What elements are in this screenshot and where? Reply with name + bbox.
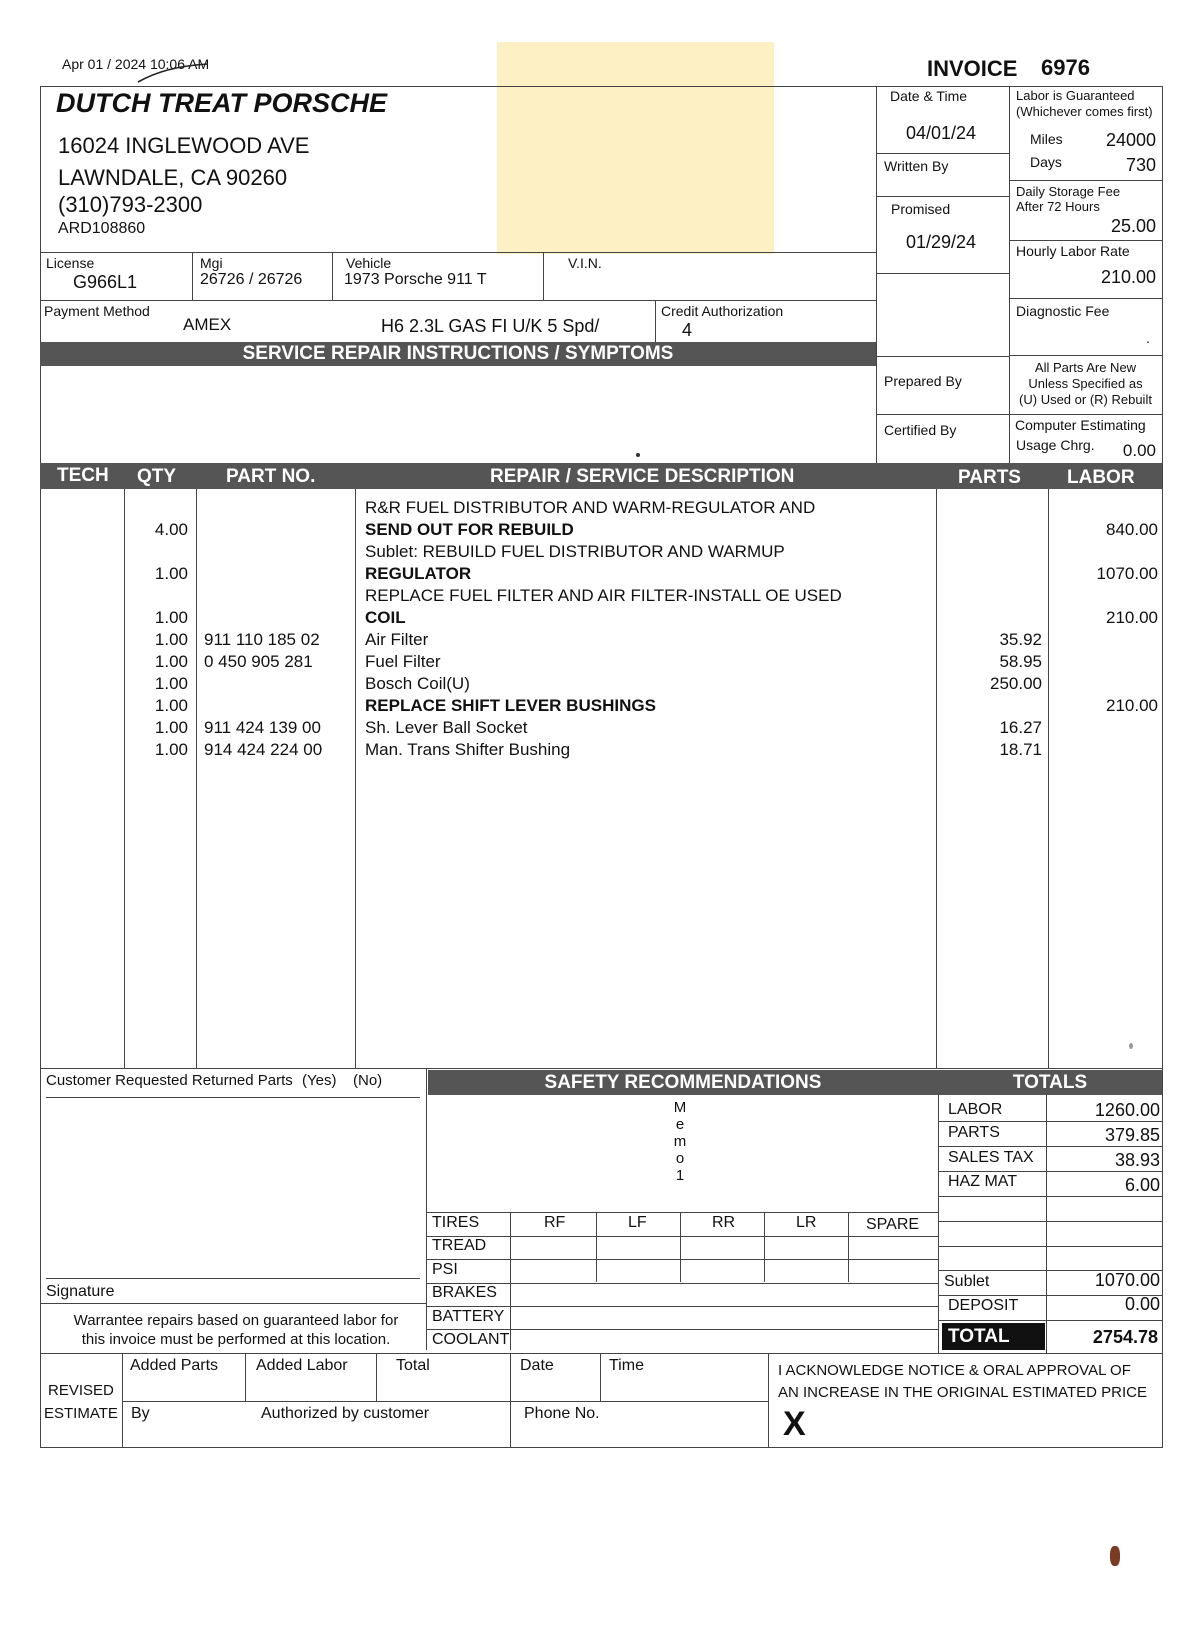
cell-line bbox=[1009, 298, 1162, 299]
labor-rate-label: Hourly Labor Rate bbox=[1016, 243, 1130, 259]
credit-auth-label: Credit Authorization bbox=[661, 303, 784, 319]
line-description: Bosch Coil(U) bbox=[365, 674, 470, 693]
tire-grid-line bbox=[510, 1212, 511, 1350]
revised-total-label: Total bbox=[396, 1357, 430, 1374]
col-line bbox=[1048, 489, 1049, 1068]
line-part-no: 911 110 185 02 bbox=[204, 630, 320, 649]
col-line bbox=[426, 1068, 427, 1350]
totals-line bbox=[938, 1171, 1162, 1172]
line-qty: 1.00 bbox=[154, 652, 188, 671]
line-qty: 1.00 bbox=[154, 564, 188, 583]
days-label: Days bbox=[1030, 154, 1062, 170]
promised-label: Promised bbox=[891, 201, 951, 217]
written-by-label: Written By bbox=[884, 158, 949, 174]
memo-char: m bbox=[673, 1133, 687, 1150]
cell-divider bbox=[332, 252, 333, 300]
storage-label: Daily Storage Fee After 72 Hours bbox=[1016, 184, 1121, 214]
line-description: Sublet: REBUILD FUEL DISTRIBUTOR AND WARMUP bbox=[365, 542, 785, 561]
pen-mark-icon bbox=[136, 62, 210, 84]
sublet-total: 1070.00 bbox=[1094, 1270, 1160, 1290]
line-parts-amount: 35.92 bbox=[999, 630, 1042, 649]
col-line bbox=[600, 1353, 601, 1401]
tire-grid-line bbox=[426, 1259, 938, 1260]
cell-divider bbox=[543, 252, 544, 300]
tire-lf: LF bbox=[628, 1214, 647, 1231]
line-parts-amount: 18.71 bbox=[999, 740, 1042, 759]
tire-rr: RR bbox=[712, 1214, 736, 1231]
phone-label: Phone No. bbox=[524, 1405, 600, 1422]
diagnostic-value: . bbox=[1146, 330, 1150, 346]
safety-header: SAFETY RECOMMENDATIONS bbox=[428, 1070, 938, 1095]
vin-label: V.I.N. bbox=[568, 255, 602, 271]
certified-by-label: Certified By bbox=[884, 422, 957, 438]
shop-phone: (310)793-2300 bbox=[58, 192, 203, 217]
line-labor-amount: 840.00 bbox=[1106, 520, 1158, 539]
line-description: REPLACE FUEL FILTER AND AIR FILTER-INSTALL OE USED bbox=[365, 586, 842, 605]
cell-line bbox=[876, 196, 1009, 197]
frame-right bbox=[1162, 86, 1163, 1448]
grand-total: 2754.78 bbox=[1092, 1327, 1158, 1347]
col-desc: REPAIR / SERVICE DESCRIPTION bbox=[490, 466, 795, 487]
print-timestamp: Apr 01 / 2024 10:06 AM bbox=[62, 56, 210, 72]
revised-time-label: Time bbox=[609, 1357, 644, 1374]
line-labor-amount: 210.00 bbox=[1106, 696, 1158, 715]
col-line bbox=[936, 489, 937, 1068]
col-parts: PARTS bbox=[958, 467, 1021, 488]
revised-date-label: Date bbox=[520, 1357, 554, 1374]
tire-grid-line bbox=[426, 1283, 938, 1284]
labor-rate-value: 210.00 bbox=[1100, 267, 1156, 287]
line-labor-amount: 1070.00 bbox=[1096, 564, 1158, 583]
totals-line bbox=[938, 1320, 1162, 1321]
returned-parts-label: Customer Requested Returned Parts bbox=[46, 1072, 293, 1089]
shop-id: ARD108860 bbox=[58, 220, 146, 237]
row-line bbox=[40, 252, 876, 253]
row-line bbox=[46, 1097, 420, 1098]
totals-line bbox=[938, 1221, 1162, 1222]
sticky-note bbox=[497, 42, 774, 254]
miles-value: 24000 bbox=[1105, 130, 1156, 150]
col-line bbox=[124, 489, 125, 1068]
added-parts-label: Added Parts bbox=[130, 1357, 219, 1374]
cell-divider bbox=[655, 300, 656, 342]
col-line bbox=[245, 1353, 246, 1401]
cell-divider bbox=[192, 252, 193, 300]
row-line bbox=[40, 300, 876, 301]
tire-rf: RF bbox=[544, 1214, 566, 1231]
computer-estimating-label: Computer Estimating bbox=[1015, 417, 1146, 433]
tire-grid-line bbox=[764, 1212, 765, 1282]
cell-line bbox=[876, 356, 1009, 357]
sublet-label: Sublet bbox=[944, 1273, 990, 1290]
tire-grid-line bbox=[426, 1236, 938, 1237]
tread-label: TREAD bbox=[432, 1237, 487, 1254]
invoice-label: INVOICE bbox=[927, 56, 1018, 81]
line-qty: 1.00 bbox=[154, 608, 188, 627]
vehicle-value: 1973 Porsche 911 T bbox=[344, 271, 487, 288]
service-header: SERVICE REPAIR INSTRUCTIONS / SYMPTOMS bbox=[40, 342, 876, 366]
labor-guarantee-label: Labor is Guaranteed (Whichever comes first) bbox=[1016, 88, 1153, 119]
tire-grid-line bbox=[426, 1212, 938, 1213]
line-qty: 1.00 bbox=[154, 718, 188, 737]
total-parts: 379.85 bbox=[1104, 1125, 1160, 1145]
shop-name: DUTCH TREAT PORSCHE bbox=[56, 88, 388, 118]
tire-grid-line bbox=[848, 1212, 849, 1282]
cell-line bbox=[876, 414, 1162, 415]
added-labor-label: Added Labor bbox=[256, 1357, 348, 1374]
total-labor: 1260.00 bbox=[1094, 1100, 1160, 1120]
memo-char: M bbox=[673, 1099, 687, 1116]
col-labor: LABOR bbox=[1067, 467, 1135, 488]
miles-label: Miles bbox=[1030, 131, 1063, 147]
stain-mark bbox=[1110, 1546, 1120, 1566]
tire-grid-line bbox=[426, 1306, 938, 1307]
col-partno: PART NO. bbox=[226, 466, 316, 487]
totals-line bbox=[938, 1121, 1162, 1122]
line-description: SEND OUT FOR REBUILD bbox=[365, 520, 574, 539]
promised-value: 01/29/24 bbox=[906, 232, 977, 252]
cell-line bbox=[876, 153, 1009, 154]
row-line bbox=[40, 1303, 426, 1304]
brakes-label: BRAKES bbox=[432, 1284, 497, 1301]
total-parts-label: PARTS bbox=[948, 1124, 1000, 1141]
prepared-by-label: Prepared By bbox=[884, 373, 962, 389]
col-line bbox=[768, 1353, 769, 1448]
col-line bbox=[938, 1095, 939, 1353]
cell-line bbox=[1009, 180, 1162, 181]
line-labor-amount: 210.00 bbox=[1106, 608, 1158, 627]
line-part-no: 914 424 224 00 bbox=[204, 740, 323, 759]
totals-line bbox=[938, 1196, 1162, 1197]
line-parts-amount: 16.27 bbox=[999, 718, 1042, 737]
sales-tax: 38.93 bbox=[1114, 1150, 1160, 1170]
col-tech: TECH bbox=[57, 465, 109, 486]
warranty-note: Warrantee repairs based on guaranteed labor for this invoice must be performed at this location. bbox=[73, 1312, 399, 1348]
vehicle-label: Vehicle bbox=[346, 255, 392, 271]
engine-spec: H6 2.3L GAS FI U/K 5 Spd/ bbox=[381, 316, 600, 336]
stray-mark bbox=[1129, 1043, 1133, 1049]
line-description: REGULATOR bbox=[365, 564, 472, 583]
revised-label: REVISED bbox=[48, 1382, 114, 1399]
tire-spare: SPARE bbox=[866, 1216, 920, 1233]
coolant-label: COOLANT bbox=[432, 1331, 510, 1348]
acknowledge-note: I ACKNOWLEDGE NOTICE & ORAL APPROVAL OF AN INCREASE IN THE ORIGINAL ESTIMATED PRICE bbox=[778, 1362, 1147, 1401]
psi-label: PSI bbox=[432, 1261, 458, 1278]
tire-grid-line bbox=[426, 1329, 938, 1330]
payment-method-value: AMEX bbox=[183, 315, 232, 334]
line-description: REPLACE SHIFT LEVER BUSHINGS bbox=[365, 696, 656, 715]
line-qty: 1.00 bbox=[154, 740, 188, 759]
header-divider bbox=[876, 86, 877, 464]
shop-address1: 16024 INGLEWOOD AVE bbox=[58, 133, 310, 158]
stray-dot bbox=[636, 453, 640, 457]
line-description: Sh. Lever Ball Socket bbox=[365, 718, 528, 737]
storage-fee: 25.00 bbox=[1110, 216, 1156, 236]
license-value: G966L1 bbox=[73, 272, 138, 292]
sales-tax-label: SALES TAX bbox=[948, 1149, 1034, 1166]
tire-grid-line bbox=[596, 1212, 597, 1282]
returned-no[interactable]: (No) bbox=[353, 1072, 383, 1089]
totals-header: TOTALS bbox=[938, 1070, 1162, 1095]
memo-char: o bbox=[675, 1150, 685, 1167]
row-line bbox=[122, 1401, 768, 1402]
frame-bottom bbox=[40, 1447, 1162, 1448]
signature-x-mark: X bbox=[783, 1405, 806, 1443]
deposit-label: DEPOSIT bbox=[948, 1297, 1019, 1314]
deposit: 0.00 bbox=[1124, 1294, 1160, 1314]
line-parts-amount: 250.00 bbox=[990, 674, 1042, 693]
date-time-label: Date & Time bbox=[890, 88, 968, 104]
col-line bbox=[1046, 1095, 1047, 1353]
hazmat: 6.00 bbox=[1124, 1175, 1160, 1195]
frame-left bbox=[40, 86, 41, 1448]
mgi-label: Mgi bbox=[200, 255, 223, 271]
license-label: License bbox=[46, 255, 95, 271]
tire-lr: LR bbox=[796, 1214, 817, 1231]
line-description: COIL bbox=[365, 608, 406, 627]
payment-method-label: Payment Method bbox=[44, 303, 150, 319]
line-description: R&R FUEL DISTRIBUTOR AND WARM-REGULATOR AND bbox=[365, 498, 816, 517]
col-line bbox=[196, 489, 197, 1068]
col-line bbox=[355, 489, 356, 1068]
memo-char: e bbox=[675, 1116, 685, 1133]
credit-auth-value: 4 bbox=[682, 320, 693, 340]
columns-header bbox=[40, 463, 1162, 489]
cell-line bbox=[1009, 355, 1162, 356]
mgi-value: 26726 / 26726 bbox=[200, 271, 303, 288]
total-label: TOTAL bbox=[942, 1323, 1045, 1350]
line-qty: 1.00 bbox=[154, 696, 188, 715]
frame-top bbox=[40, 86, 1162, 87]
body-bottom-line bbox=[40, 1068, 1162, 1069]
col-line bbox=[376, 1353, 377, 1401]
diagnostic-label: Diagnostic Fee bbox=[1016, 303, 1110, 319]
line-part-no: 0 450 905 281 bbox=[204, 652, 313, 671]
parts-new-note: All Parts Are New Unless Specified as (U) Used or (R) Rebuilt bbox=[1019, 360, 1152, 407]
cell-line bbox=[876, 273, 1009, 274]
authorized-label: Authorized by customer bbox=[261, 1405, 430, 1422]
tire-grid-line bbox=[680, 1212, 681, 1282]
days-value: 730 bbox=[1125, 155, 1156, 175]
totals-line bbox=[938, 1246, 1162, 1247]
line-qty: 1.00 bbox=[154, 674, 188, 693]
shop-address2: LAWNDALE, CA 90260 bbox=[58, 165, 288, 190]
line-qty: 4.00 bbox=[154, 520, 188, 539]
row-line bbox=[40, 1353, 1162, 1354]
returned-yes[interactable]: (Yes) bbox=[302, 1072, 337, 1089]
hazmat-label: HAZ MAT bbox=[948, 1173, 1018, 1190]
header-divider bbox=[1009, 86, 1010, 464]
estimate-label: ESTIMATE bbox=[44, 1405, 118, 1422]
usage-charge-label: Usage Chrg. bbox=[1016, 437, 1095, 453]
line-description: Air Filter bbox=[365, 630, 429, 649]
row-line bbox=[46, 1278, 420, 1279]
totals-line bbox=[938, 1146, 1162, 1147]
line-description: Man. Trans Shifter Bushing bbox=[365, 740, 571, 759]
line-description: Fuel Filter bbox=[365, 652, 441, 671]
tires-label: TIRES bbox=[432, 1214, 480, 1231]
battery-label: BATTERY bbox=[432, 1308, 505, 1325]
memo-char: 1 bbox=[675, 1167, 685, 1184]
invoice-number: 6976 bbox=[1041, 55, 1090, 80]
line-qty: 1.00 bbox=[154, 630, 188, 649]
col-qty: QTY bbox=[137, 466, 177, 487]
usage-charge-value: 0.00 bbox=[1122, 441, 1156, 460]
date-time-value: 04/01/24 bbox=[906, 123, 977, 143]
line-parts-amount: 58.95 bbox=[999, 652, 1042, 671]
total-labor-label: LABOR bbox=[948, 1101, 1003, 1118]
cell-line bbox=[1009, 240, 1162, 241]
memo-vertical bbox=[670, 1099, 690, 1184]
line-part-no: 911 424 139 00 bbox=[204, 718, 321, 737]
signature-label: Signature bbox=[46, 1283, 115, 1300]
by-label: By bbox=[131, 1405, 150, 1422]
